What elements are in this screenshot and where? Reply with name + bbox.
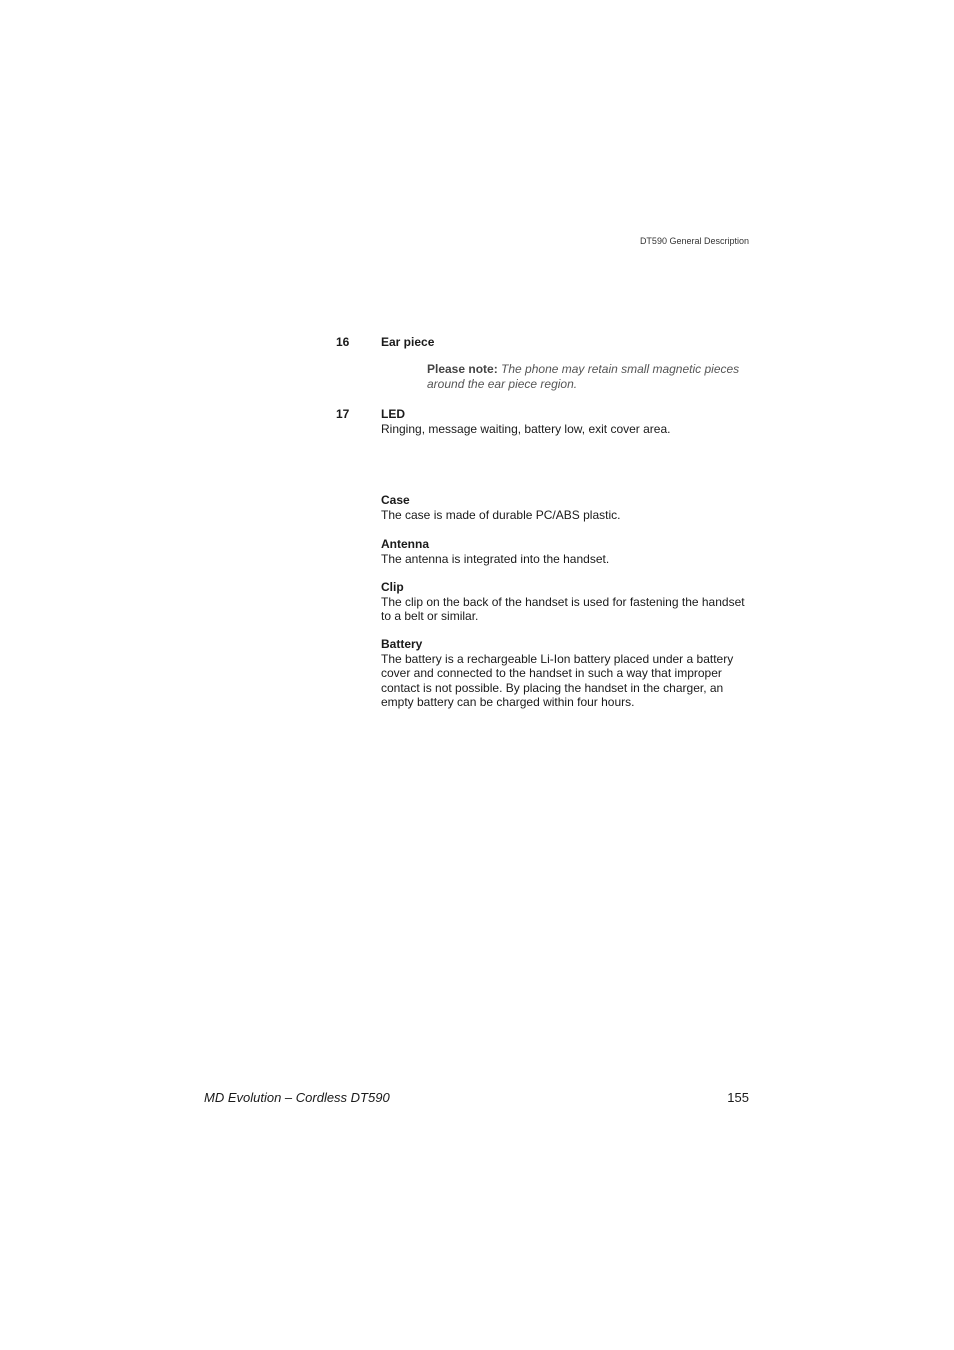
section-text: The antenna is integrated into the handset.: [381, 551, 610, 566]
item-text: Ringing, message waiting, battery low, exit cover area.: [381, 422, 671, 436]
item-title: Ear piece: [381, 335, 435, 349]
section-antenna: [381, 537, 753, 566]
item-number: 16: [336, 335, 350, 349]
running-header: DT590 General Description: [639, 236, 749, 246]
footer-page-number: 155: [727, 1090, 749, 1105]
item-body: [381, 407, 753, 437]
item-body: [381, 335, 753, 350]
item-number: 17: [336, 407, 350, 421]
section-title: Antenna: [381, 537, 429, 551]
section-battery: [381, 637, 753, 710]
note-text: The phone may retain small magnetic pieces around the ear piece region.: [427, 362, 740, 391]
section-title: Case: [381, 493, 410, 507]
footer-document-title: MD Evolution – Cordless DT590: [204, 1090, 390, 1105]
section-text: The case is made of durable PC/ABS plastic.: [381, 507, 621, 522]
section-clip: [381, 580, 753, 624]
section-text: The battery is a rechargeable Li-Ion battery placed under a battery cover and connected to the handset in such a way that improper contact is not possible. By placing the handset in the charger, an empty battery can be charged within four hours.: [381, 651, 734, 709]
section-text: The clip on the back of the handset is used for fastening the handset to a belt or similar.: [381, 594, 745, 623]
note-label: Please note:: [427, 362, 498, 376]
section-case: [381, 493, 753, 522]
section-title: Battery: [381, 637, 423, 651]
note-box: [427, 362, 752, 392]
item-title: LED: [381, 407, 405, 421]
section-title: Clip: [381, 580, 404, 594]
